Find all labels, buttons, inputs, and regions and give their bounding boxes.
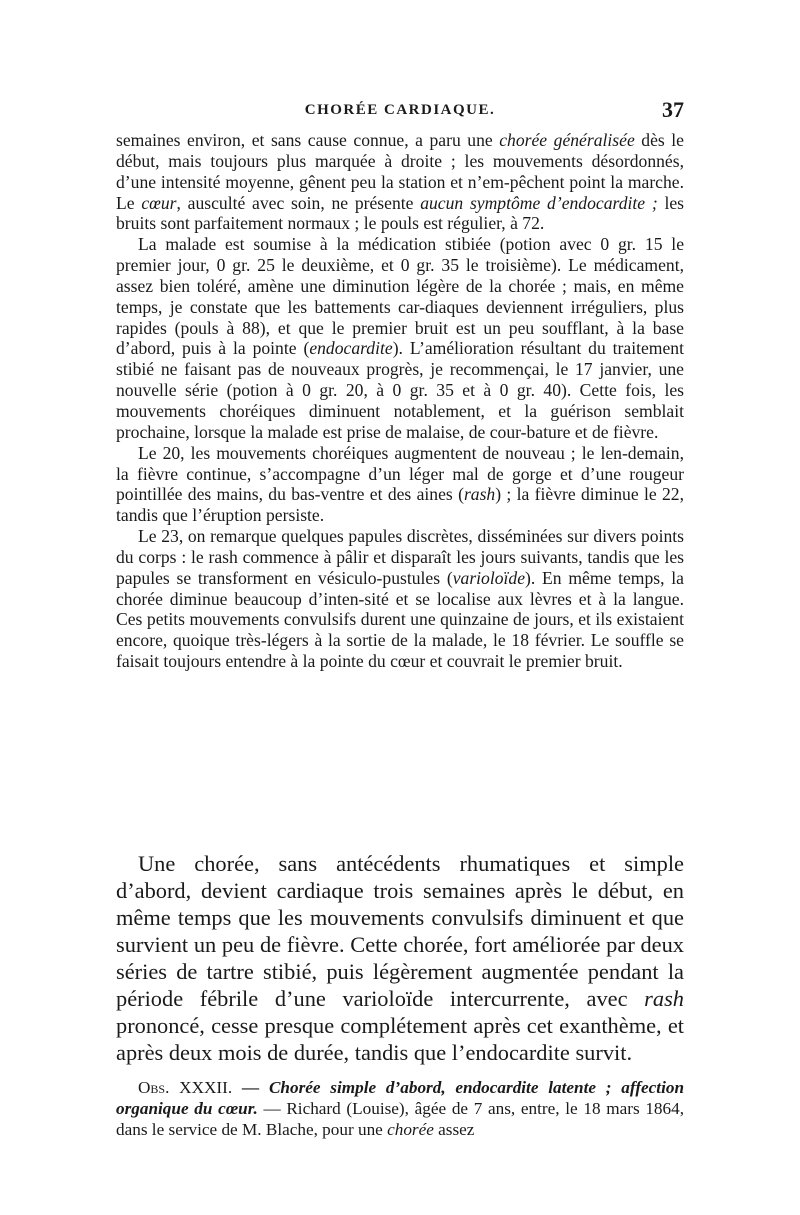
emphasis: endocardite (309, 338, 393, 359)
paragraph-3: Le 20, les mouvements choréiques augmentent de nouveau ; le len-demain, la fièvre continue, s’accompagne d’un léger mal de gorge et d’une rougeur pointillée des mains, du bas-ventre et des aines (rash) ; la fièvre diminue le 22, tandis que l’éruption persiste. (116, 442, 684, 526)
observation-label: Obs. XXXII. (138, 1078, 233, 1097)
case-summary (116, 850, 684, 1066)
emphasis: chorée (387, 1119, 434, 1139)
summary-paragraph: Une chorée, sans antécédents rhumatiques et simple d’abord, devient cardiaque trois semaines après le début, en même temps que les mouvements convulsifs diminuent et que survient un peu de fièvre. Cette chorée, fort améliorée par deux séries de tartre stibié, puis légèrement augmentée pendant la période fébrile d’une varioloïde intercurrente, avec rash prononcé, cesse presque complétement après cet exanthème, et après deux mois de durée, tandis que l’endocardite survit. (116, 851, 684, 1066)
emphasis: rash (644, 986, 684, 1012)
observation-paragraph: Obs. XXXII. — Chorée simple d’abord, endocardite latente ; affection organique du cœur. — Richard (Louise), âgée de 7 ans, entre, le 18 mars 1864, dans le service de M. Blache, pour une chorée assez (116, 1078, 684, 1139)
emphasis: varioloïde (452, 567, 526, 588)
emphasis: aucun symptôme d’endocardite ; (420, 192, 658, 213)
page-header (116, 98, 684, 126)
paragraph-1: semaines environ, et sans cause connue, a paru une chorée généralisée dès le début, mais toujours plus marquée à droite ; les mouvements désordonnés, d’une intensité moyenne, gênent peu la station et n’em-pêchent point la marche. Le cœur, ausculté avec soin, ne présente aucun symptôme d’endocardite ; les bruits sont parfaitement normaux ; le pouls est régulier, à 72. (116, 130, 684, 234)
emphasis: chorée généralisée (499, 130, 635, 150)
emphasis: cœur (141, 192, 177, 213)
observation-title: — Chorée simple d’abord, endocardite latente ; affection organique du cœur. (116, 1078, 684, 1118)
running-head: CHORÉE CARDIAQUE. (304, 102, 496, 118)
paragraph-4: Le 23, on remarque quelques papules discrètes, disséminées sur divers points du corps : le rash commence à pâlir et disparaît les jours suivants, tandis que les papules se transforment en vésiculo-pustules (varioloïde). En même temps, la chorée diminue beaucoup d’inten-sité et se localise aux lèvres et à la langue. Ces petits mouvements convulsifs durent une quinzaine de jours, et ils existaient encore, quoique très-légers à la sortie de la malade, le 18 février. Le souffle se faisait toujours entendre à la pointe du cœur et couvrait le premier bruit. (116, 526, 684, 672)
paragraph-2: La malade est soumise à la médication stibiée (potion avec 0 gr. 15 le premier jour, 0 gr. 25 le deuxième, et 0 gr. 35 le troisième). Le médicament, assez bien toléré, amène une diminution légère de la chorée ; mais, en même temps, je constate que les battements car-diaques deviennent irréguliers, plus rapides (pouls à 88), et que le premier bruit est un peu soufflant, à la base d’abord, puis à la pointe (endocardite). L’amélioration résultant du traitement stibié ne faisant pas de nouveaux progrès, je recommençai, le 17 janvier, une nouvelle série (potion à 0 gr. 20, à 0 gr. 35 et à 0 gr. 40). Cette fois, les mouvements choréiques diminuent notablement, et la guérison semblait prochaine, lorsque la malade est prise de malaise, de cour-bature et de fièvre. (116, 234, 684, 442)
emphasis: rash (463, 484, 496, 505)
observation-entry (116, 1078, 684, 1141)
body-text (116, 130, 684, 672)
page-number: 37 (662, 97, 684, 122)
